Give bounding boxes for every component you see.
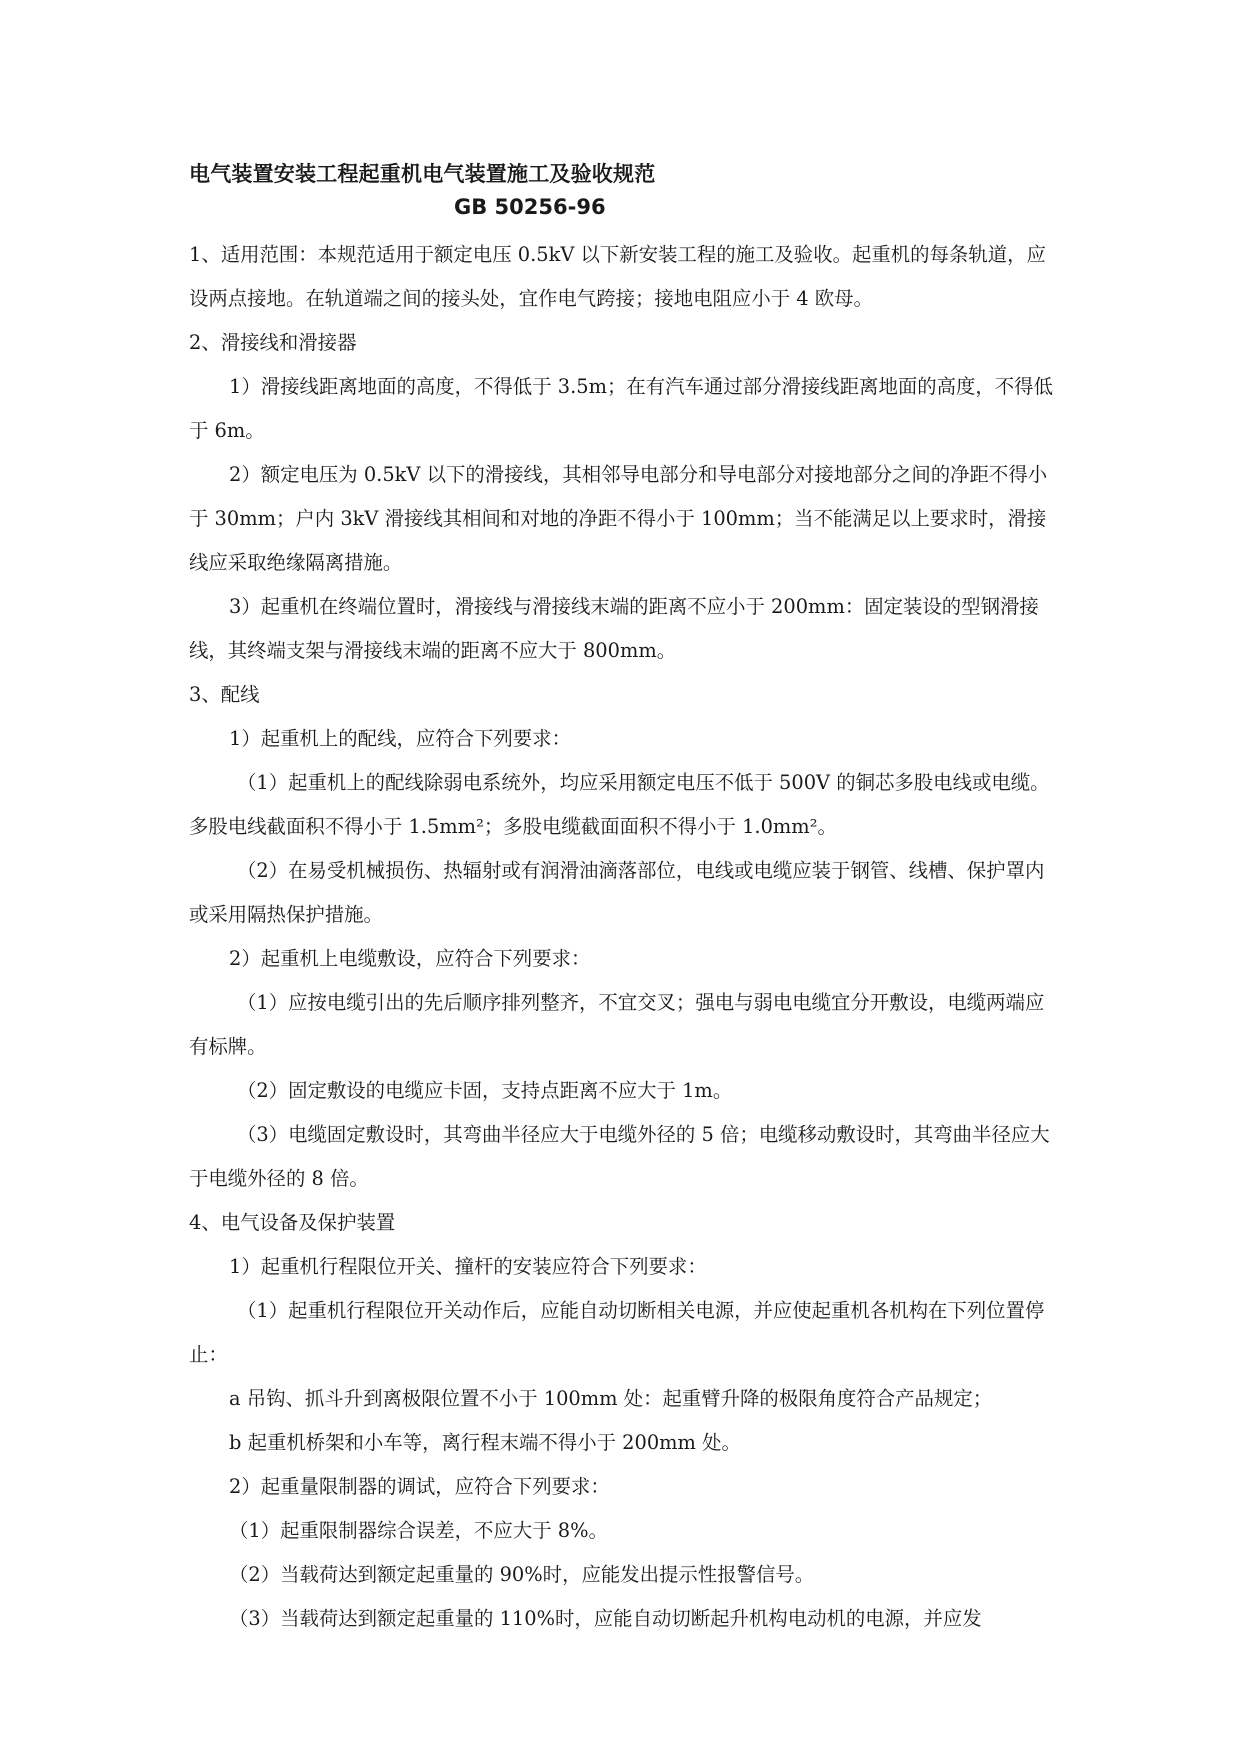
document-title: 电气装置安装工程起重机电气装置施工及验收规范 xyxy=(189,162,656,186)
paragraph-wiring-protection: （2）在易受机械损伤、热辐射或有润滑油滴落部位，电线或电缆应装于钢管、线槽、保护罩内或采用隔热保护措施。 xyxy=(189,859,1045,926)
paragraph-item-a: a 吊钩、抓斗升到离极限位置不小于 100mm 处：起重臂升降的极限角度符合产品规定； xyxy=(229,1387,993,1410)
section-scope: 1、适用范围：本规范适用于额定电压 0.5kV 以下新安装工程的施工及验收。起重机的每条轨道，应设两点接地。在轨道端之间的接头处，宜作电气跨接；接地电阻应小于 4 欧母。 xyxy=(189,243,1046,310)
paragraph-trolley-end: 3）起重机在终端位置时，滑接线与滑接线末端的距离不应小于 200mm：固定装设的型钢滑接线，其终端支架与滑接线末端的距离不应大于 800mm。 xyxy=(189,595,1039,662)
paragraph-trolley-height: 1）滑接线距离地面的高度，不得低于 3.5m；在有汽车通过部分滑接线距离地面的高度，不得低于 6m。 xyxy=(189,375,1053,442)
document-body xyxy=(189,233,1055,1641)
paragraph-cable-order: （1）应按电缆引出的先后顺序排列整齐，不宜交叉；强电与弱电电缆宜分开敷设，电缆两端应有标牌。 xyxy=(189,991,1045,1058)
section-heading-wiring: 3、配线 xyxy=(189,683,260,706)
paragraph-limit-switch: 1）起重机行程限位开关、撞杆的安装应符合下列要求： xyxy=(229,1255,707,1278)
paragraph-cable-fixing: （2）固定敷设的电缆应卡固，支持点距离不应大于 1m。 xyxy=(237,1079,733,1102)
paragraph-limit-switch-stop: （1）起重机行程限位开关动作后，应能自动切断相关电源，并应使起重机各机构在下列位置停止： xyxy=(189,1299,1045,1366)
paragraph-cable-bend-radius: （3）电缆固定敷设时，其弯曲半径应大于电缆外径的 5 倍；电缆移动敷设时，其弯曲半径应大于电缆外径的 8 倍。 xyxy=(189,1123,1050,1190)
paragraph-load-limiter-error: （1）起重限制器综合误差，不应大于 8%。 xyxy=(229,1519,608,1542)
paragraph-trolley-clearance: 2）额定电压为 0.5kV 以下的滑接线，其相邻导电部分和导电部分对接地部分之间的净距不得小于 30mm；户内 3kV 滑接线其相间和对地的净距不得小于 100mm；当不能满足以上要求时，滑接线应采取绝缘隔离措施。 xyxy=(189,463,1048,574)
title-block xyxy=(189,158,1089,224)
paragraph-wiring-requirements: 1）起重机上的配线，应符合下列要求： xyxy=(229,727,571,750)
paragraph-load-limiter-90: （2）当载荷达到额定起重量的 90%时，应能发出提示性报警信号。 xyxy=(229,1563,815,1586)
section-heading-equipment: 4、电气设备及保护装置 xyxy=(189,1211,396,1234)
paragraph-load-limiter: 2）起重量限制器的调试，应符合下列要求： xyxy=(229,1475,610,1498)
standard-code: GB 50256-96 xyxy=(454,195,606,219)
paragraph-cable-laying: 2）起重机上电缆敷设，应符合下列要求： xyxy=(229,947,591,970)
section-heading-trolley: 2、滑接线和滑接器 xyxy=(189,331,357,354)
paragraph-item-b: b 起重机桥架和小车等，离行程末端不得小于 200mm 处。 xyxy=(229,1431,741,1454)
paragraph-wiring-conductor: （1）起重机上的配线除弱电系统外，均应采用额定电压不低于 500V 的铜芯多股电线或电缆。多股电线截面积不得小于 1.5mm²；多股电缆截面面积不得小于 1.0mm²。 xyxy=(189,771,1050,838)
paragraph-load-limiter-110: （3）当载荷达到额定起重量的 110%时，应能自动切断起升机构电动机的电源，并应发 xyxy=(229,1607,982,1630)
